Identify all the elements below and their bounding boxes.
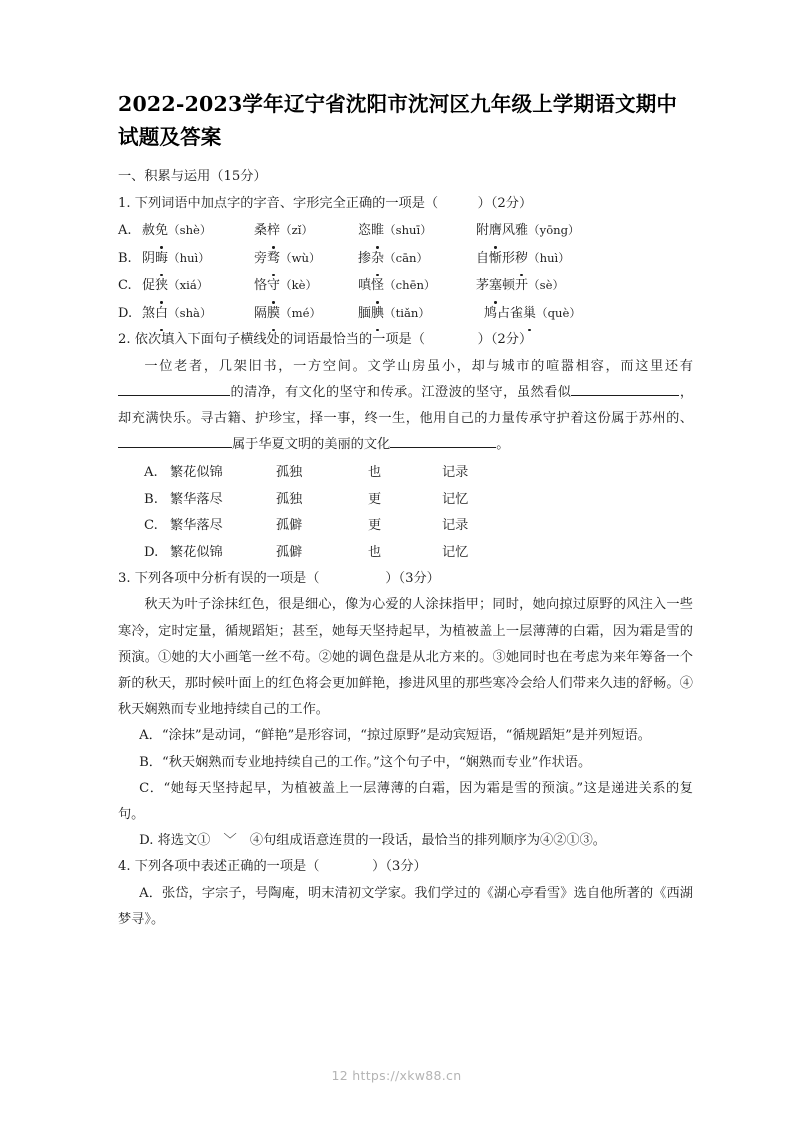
option-word: 繁华落尽: [170, 491, 223, 507]
option-word: 繁华落尽: [170, 518, 223, 534]
page-title: 2022-2023学年辽宁省沈阳市沈河区九年级上学期语文期中试题及答案: [118, 92, 678, 149]
option-cell: 附膺风雅（yōng）: [476, 217, 580, 245]
question-3-options: [118, 723, 693, 854]
option-row: [118, 487, 693, 513]
dotted-char: 守: [267, 273, 280, 300]
option-word: 也: [368, 544, 382, 560]
option-cell: 桑梓（zǐ）: [254, 217, 358, 245]
option-row: [118, 217, 693, 245]
dotted-char: 梓: [267, 218, 280, 245]
option-row: D. 将选文① ﹀ ④句组成语意连贯的一段话，最恰当的排列顺序为④②①③。: [139, 833, 606, 849]
option-word: 孤僻: [276, 544, 303, 560]
option-word: 更: [368, 491, 382, 507]
option-word: 也: [368, 465, 382, 481]
fill-blank-2[interactable]: [571, 395, 679, 396]
option-cell: 恪守（kè）: [254, 272, 358, 300]
page-footer: 12 https://xkw88.cn: [331, 1068, 462, 1083]
option-row: [118, 513, 693, 539]
question-2-options: [118, 460, 693, 566]
question-2-stem: 2. 依次填入下面句子横线处的词语最恰当的一项是（ ）（2分）: [118, 332, 533, 347]
option-cell: 旁骛（wù）: [254, 245, 358, 273]
dotted-char: 杂: [371, 246, 384, 273]
option-row: [118, 300, 693, 328]
question-3-passage: 秋天为叶子涂抹红色，很是细心，像为心爱的人涂抹指甲；同时，她向掠过原野的风注入一些寒冷，定时定量，循规蹈矩；甚至，她每天坚持起早，为植被盖上一层薄薄的白霜，因为霜是雪的预演。①她的大小画笔一丝不苟。②她的调色盘是从北方来的。③她同时也在考虑为来年筹备一个新的秋天，那时候叶面上的红色将会更加鲜艳，掺进风里的那些寒冷会给人们带来久违的舒畅。④秋天娴熟而专业地持续自己的工作。: [118, 597, 693, 718]
question-1-stem: 1. 下列词语中加点字的字音、字形完全正确的一项是（ ）（2分）: [118, 195, 533, 211]
option-cell: 茅塞顿开（sè）: [476, 272, 564, 300]
option-cell: 自惭形秽（huì）: [476, 245, 570, 273]
option-row: [118, 460, 693, 486]
option-row: A．张岱，字宗子，号陶庵，明末清初文学家。我们学过的《湖心亭看雪》选自他所著的《西湖梦寻》。: [118, 885, 693, 928]
section-heading: 一、积累与运用（15分）: [118, 169, 267, 184]
option-row: C．“她每天坚持起早，为植被盖上一层薄薄的白霜，因为霜是雪的预演。”这是递进关系的复句。: [118, 780, 693, 823]
option-label: C.: [144, 518, 158, 534]
dotted-char: 怪: [371, 273, 384, 300]
dotted-char: 膺: [489, 218, 502, 245]
option-word: 记录: [442, 465, 469, 481]
dotted-char: 晦: [155, 246, 168, 273]
option-row: [118, 540, 693, 566]
question-1-options: [118, 217, 693, 327]
option-label: A.: [144, 465, 158, 481]
option-word: 孤僻: [276, 518, 303, 534]
option-cell: 阴晦（huì）: [142, 245, 254, 273]
question-4-stem: 4. 下列各项中表述正确的一项是（ ）（3分）: [118, 859, 427, 875]
fill-blank-3[interactable]: [118, 447, 232, 448]
option-cell: 腼腆（tiǎn）: [358, 300, 476, 328]
option-label: B.: [118, 250, 132, 266]
option-word: 记忆: [442, 544, 469, 560]
passage-part: 一位老者，几架旧书，一方空间。文学山房虽小，却与城市的喧嚣相容，而这里还有: [144, 358, 693, 374]
option-word: 记录: [442, 518, 469, 534]
question-2-passage: [118, 354, 693, 459]
option-word: 更: [368, 518, 382, 534]
option-word: 孤独: [276, 491, 303, 507]
option-row: A．“涂抹”是动词，“鲜艳”是形容词，“掠过原野”是动宾短语，“循规蹈矩”是并列短语。: [139, 728, 651, 744]
passage-part: 。: [496, 437, 510, 453]
option-label: C.: [118, 278, 132, 293]
option-label: D.: [144, 544, 159, 560]
dotted-char: 巢: [523, 301, 536, 328]
option-row: [118, 245, 693, 273]
option-cell: 煞白（shà）: [142, 300, 254, 328]
option-label: D.: [118, 305, 133, 321]
dotted-char: 膜: [267, 301, 280, 328]
option-cell: 隔膜（mé）: [254, 300, 358, 328]
fill-blank-1[interactable]: [118, 395, 230, 396]
question-4-options: [118, 881, 693, 933]
passage-part: 属于华夏文明的美丽的文化: [232, 437, 391, 453]
dotted-char: 秽: [515, 246, 528, 273]
option-cell: 促狭（xiá）: [142, 272, 254, 300]
option-label: A.: [118, 223, 132, 238]
option-word: 繁花似锦: [170, 465, 223, 481]
option-label: B.: [144, 491, 158, 507]
option-word: 孤独: [276, 465, 303, 481]
passage-part: ，却充满快乐。寻古籍、护珍宝，择一事，终一生，他用自己的力量传承守护着这份属于苏州的、: [118, 384, 694, 426]
option-row: B．“秋天娴熟而专业地持续自己的工作。”这个句子中，“娴熟而专业”作状语。: [139, 754, 592, 770]
question-3-stem: 3. 下列各项中分析有误的一项是（ ）（3分）: [118, 570, 440, 586]
option-word: 繁花似锦: [170, 544, 223, 560]
option-cell: 掺杂（cān）: [358, 245, 476, 273]
option-cell: 嗔怪（chēn）: [358, 272, 476, 300]
option-cell: 鸠占雀巢（què）: [476, 300, 581, 328]
dotted-char: 睢: [371, 218, 384, 245]
passage-part: 的清净，有文化的坚守和传承。江澄波的坚守，虽然看似: [230, 384, 572, 400]
dotted-char: 免: [155, 218, 168, 245]
dotted-char: 白: [155, 301, 168, 328]
option-word: 记忆: [442, 491, 469, 507]
fill-blank-4[interactable]: [390, 447, 496, 448]
dotted-char: 狭: [155, 273, 168, 300]
option-row: [118, 272, 693, 300]
option-cell: 赦免（shè）: [142, 217, 254, 245]
dotted-char: 塞: [489, 273, 502, 300]
dotted-char: 骛: [267, 246, 280, 273]
option-cell: 恣睢（shuī）: [358, 217, 476, 245]
dotted-char: 腆: [371, 301, 384, 328]
